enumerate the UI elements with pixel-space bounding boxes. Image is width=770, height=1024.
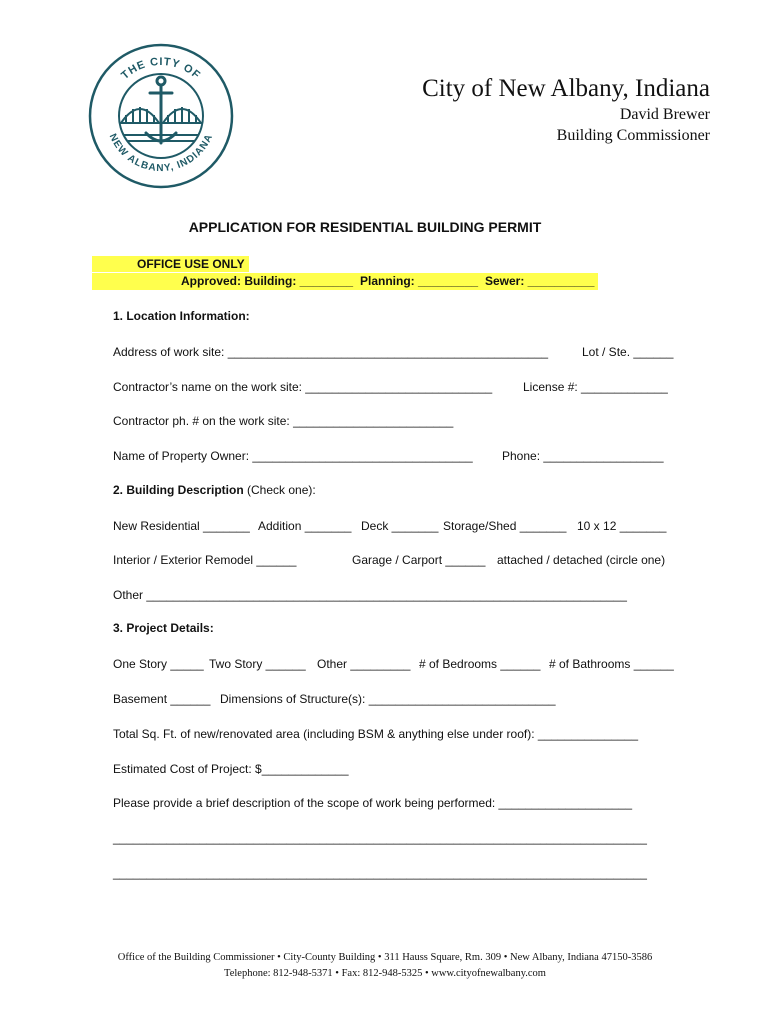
office-use-approvals <box>92 273 598 290</box>
scope-description-line-2[interactable]: ________________________________________________________________________________ <box>113 831 647 845</box>
building-description-note: (Check one): <box>243 483 316 497</box>
section-location-heading: 1. Location Information: <box>113 309 250 323</box>
property-owner-field[interactable]: Name of Property Owner: _________________________________ <box>113 449 473 463</box>
lot-ste-field[interactable]: Lot / Ste. ______ <box>582 345 674 359</box>
one-story-field[interactable]: One Story _____ <box>113 657 204 671</box>
new-residential-field[interactable]: New Residential _______ <box>113 519 250 533</box>
approved-planning-field[interactable]: Planning: _________ <box>360 274 479 288</box>
seal-top-text: THE CITY OF <box>119 55 203 82</box>
bathrooms-field[interactable]: # of Bathrooms ______ <box>549 657 674 671</box>
approved-building-field[interactable]: Approved: Building: ________ <box>181 274 354 288</box>
estimated-cost-field[interactable]: Estimated Cost of Project: $_____________ <box>113 762 349 776</box>
office-use-label: OFFICE USE ONLY <box>92 256 249 272</box>
building-description-title: 2. Building Description <box>113 483 244 497</box>
addition-field[interactable]: Addition _______ <box>258 519 352 533</box>
size-10x12-field[interactable]: 10 x 12 _______ <box>577 519 667 533</box>
dimensions-field[interactable]: Dimensions of Structure(s): ____________________________ <box>220 692 556 706</box>
total-sqft-field[interactable]: Total Sq. Ft. of new/renovated area (including BSM & anything else under roof): _______________ <box>113 727 639 741</box>
contractor-name-field[interactable]: Contractor’s name on the work site: ____________________________ <box>113 380 493 394</box>
city-name: City of New Albany, Indiana <box>422 75 710 102</box>
attached-detached-option[interactable]: attached / detached (circle one) <box>497 553 666 567</box>
scope-description-line-3[interactable]: ________________________________________________________________________________ <box>113 866 647 880</box>
commissioner-title: Building Commissioner <box>556 127 710 144</box>
garage-carport-field[interactable]: Garage / Carport ______ <box>352 553 486 567</box>
basement-field[interactable]: Basement ______ <box>113 692 211 706</box>
section-building-description-heading <box>113 483 316 497</box>
footer-address: Office of the Building Commissioner • City-County Building • 311 Hauss Square, Rm. 309 • New Albany, Indiana 47150-3586 <box>117 952 653 963</box>
storage-shed-field[interactable]: Storage/Shed _______ <box>443 519 567 533</box>
office-use-block <box>92 256 598 290</box>
remodel-field[interactable]: Interior / Exterior Remodel ______ <box>113 553 297 567</box>
two-story-field[interactable]: Two Story ______ <box>209 657 306 671</box>
approved-sewer-field[interactable]: Sewer: __________ <box>485 274 595 288</box>
letterhead <box>422 74 710 146</box>
bedrooms-field[interactable]: # of Bedrooms ______ <box>419 657 541 671</box>
footer-contact: Telephone: 812-948-5371 • Fax: 812-948-5325 • www.cityofnewalbany.com <box>224 968 546 979</box>
city-seal-logo <box>88 43 234 189</box>
license-field[interactable]: License #: _____________ <box>523 380 668 394</box>
other-description-field[interactable]: Other ________________________________________________________________________ <box>113 588 627 602</box>
other-story-field[interactable]: Other _________ <box>317 657 411 671</box>
deck-field[interactable]: Deck _______ <box>361 519 439 533</box>
scope-description-field[interactable]: Please provide a brief description of the scope of work being performed: ____________________ <box>113 796 633 810</box>
address-field[interactable]: Address of work site: ________________________________________________ <box>113 345 549 359</box>
form-title: APPLICATION FOR RESIDENTIAL BUILDING PERMIT <box>188 219 542 235</box>
commissioner-name: David Brewer <box>619 106 710 123</box>
contractor-phone-field[interactable]: Contractor ph. # on the work site: ________________________ <box>113 414 454 428</box>
owner-phone-field[interactable]: Phone: __________________ <box>502 449 664 463</box>
section-project-details-heading: 3. Project Details: <box>113 621 214 635</box>
seal-bottom-text: NEW ALBANY, INDIANA <box>106 132 216 175</box>
